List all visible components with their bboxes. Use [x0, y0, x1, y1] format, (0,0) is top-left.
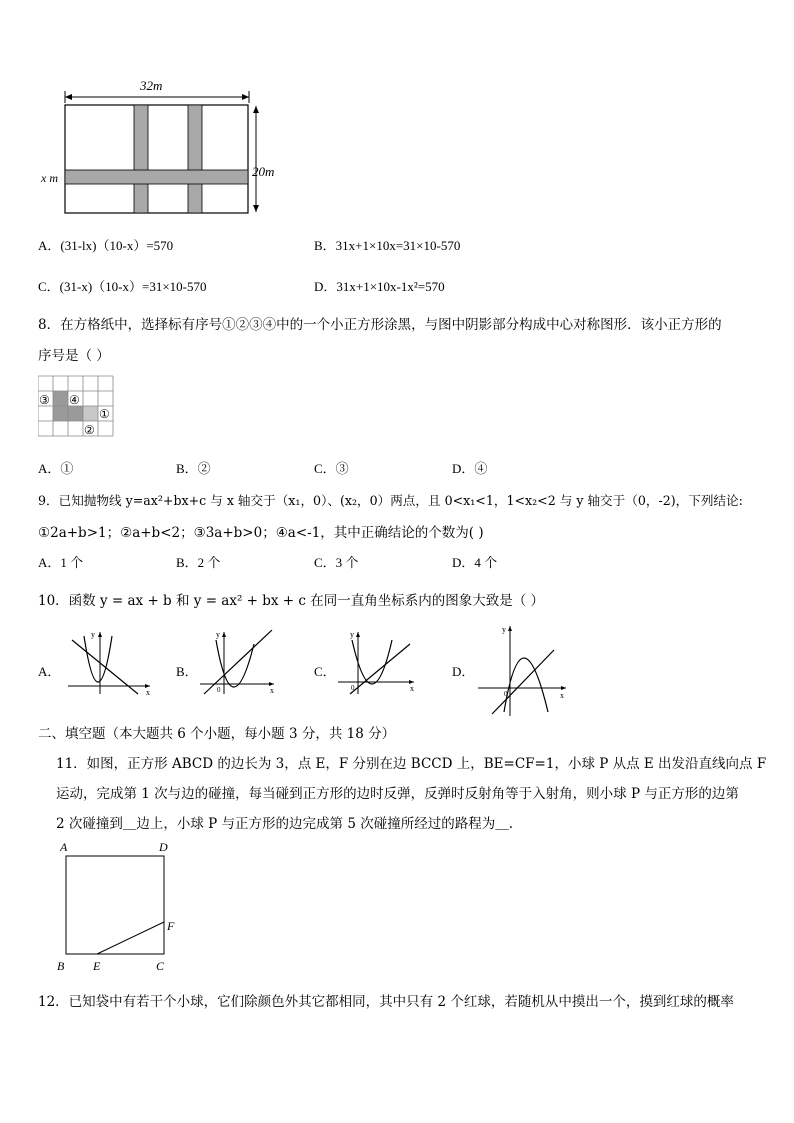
q10-d-origin: 0 — [504, 690, 508, 698]
q8-option-b: B．② — [176, 461, 211, 476]
q10-c-x-label: x — [410, 684, 414, 693]
q8-option-d: D．④ — [452, 461, 488, 476]
q10-stem: 10．函数 y = ax + b 和 y = ax² + bx + c 在同一直角坐标系内的图象大致是（ ） — [38, 593, 545, 609]
q10-graph-d — [474, 622, 572, 720]
q11-stem-line2: 运动，完成第 1 次与边的碰撞，每当碰到正方形的边时反弹，反弹时反射角等于入射角，则小球 P 与正方形的边第 — [56, 786, 739, 802]
section2-heading: 二、填空题（本大题共 6 个小题，每小题 3 分，共 18 分） — [38, 726, 396, 742]
q8-mark-4: ④ — [69, 393, 80, 407]
q12-stem-line1: 12．已知袋中有若干个小球，它们除颜色外其它都相同，其中只有 2 个红球，若随机从中摸出一个，摸到红球的概率 — [38, 994, 734, 1010]
q11-label-d: D — [159, 840, 168, 854]
q8-stem-line2: 序号是（ ） — [38, 348, 110, 364]
q10-option-a: A． — [38, 664, 61, 679]
q7-option-c: C．(31-x)（10-x）=31×10-570 — [38, 279, 207, 294]
q10-option-c: C． — [314, 664, 336, 679]
q7-height-label: 20m — [252, 164, 275, 179]
q10-c-origin: 0 — [351, 684, 355, 692]
q7-road-label: x m — [41, 171, 58, 185]
q10-graph-b — [196, 628, 280, 698]
q7-field-figure — [36, 76, 276, 221]
q10-a-x-label: x — [146, 688, 150, 697]
q8-mark-2: ② — [84, 423, 95, 437]
q11-label-f: F — [167, 919, 175, 933]
q10-b-y-label: y — [216, 630, 220, 639]
q11-label-e: E — [93, 959, 101, 973]
q8-option-c: C．③ — [314, 461, 349, 476]
q10-graph-a — [60, 628, 156, 698]
q10-b-origin: 0 — [217, 686, 221, 694]
q8-grid-figure — [38, 374, 116, 440]
q9-stem-line1: 9．已知抛物线 y=ax²+bx+c 与 x 轴交于（x₁，0）、(x₂，0）两点，且 0<x₁<1，1<x₂<2 与 y 轴交于（0，-2)，下列结论: — [38, 493, 743, 508]
q7-option-a: A．(31-lx)（10-x）=570 — [38, 238, 174, 253]
q8-mark-3: ③ — [39, 393, 50, 407]
q9-option-b: B．2 个 — [176, 555, 221, 570]
q11-label-b: B — [57, 959, 65, 973]
q8-option-a: A．① — [38, 461, 74, 476]
q8-mark-1: ① — [99, 407, 110, 421]
q7-option-b: B．31x+1×10x=31×10-570 — [314, 238, 461, 253]
q7-width-label: 32m — [140, 78, 163, 93]
q11-stem-line3: 2 次碰撞到＿边上，小球 P 与正方形的边完成第 5 次碰撞所经过的路程为＿. — [56, 816, 514, 832]
q9-option-a: A．1 个 — [38, 555, 84, 570]
q10-option-b: B． — [176, 664, 198, 679]
q9-option-d: D．4 个 — [452, 555, 498, 570]
q10-option-d: D． — [452, 664, 475, 679]
q10-d-y-label: y — [502, 625, 506, 634]
q11-label-c: C — [156, 959, 165, 973]
q11-label-a: A — [60, 840, 68, 854]
q11-square-figure — [52, 836, 192, 978]
q10-c-y-label: y — [350, 630, 354, 639]
q11-stem-line1: 11．如图，正方形 ABCD 的边长为 3，点 E，F 分别在边 BCCD 上，BE=CF=1，小球 P 从点 E 出发沿直线向点 F — [56, 756, 767, 772]
q7-option-d: D．31x+1×10x-1x²=570 — [314, 279, 445, 294]
q9-stem-line2: ①2a+b>1；②a+b<2；③3a+b>0；④a<-1，其中正确结论的个数为( ) — [38, 525, 484, 541]
q8-stem-line1: 8．在方格纸中，选择标有序号①②③④中的一个小正方形涂黑，与图中阴影部分构成中心对称图形．该小正方形的 — [38, 317, 722, 333]
q10-d-x-label: x — [560, 691, 564, 700]
q10-a-y-label: y — [91, 630, 95, 639]
q10-graph-c — [334, 628, 420, 698]
q10-b-x-label: x — [270, 686, 274, 695]
q9-option-c: C．3 个 — [314, 555, 359, 570]
